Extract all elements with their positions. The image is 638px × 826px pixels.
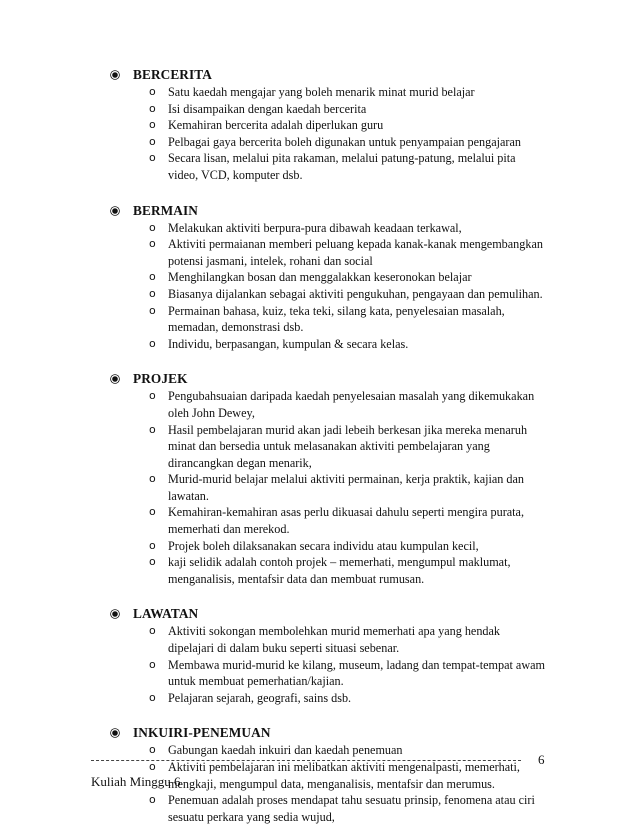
- list-item-text: Kemahiran-kemahiran asas perlu dikuasai dahulu seperti mengira purata, memerhati dan merekod.: [168, 505, 525, 537]
- list-item-text: Pelajaran sejarah, geografi, sains dsb.: [168, 690, 352, 705]
- list-item: [0, 269, 638, 286]
- section-heading: [0, 202, 638, 220]
- list-item: [0, 303, 638, 336]
- list-item: [0, 538, 638, 555]
- section-heading: [0, 370, 638, 388]
- section-items: [0, 84, 638, 184]
- list-item-text: Kemahiran bercerita adalah diperlukan guru: [168, 118, 384, 133]
- circle-bullet-icon: o: [149, 472, 156, 486]
- list-item-text: Projek boleh dilaksanakan secara individu atau kumpulan kecil,: [168, 538, 479, 553]
- list-item-text: Membawa murid-murid ke kilang, museum, ladang dan tempat-tempat awam untuk membuat pemerhatian/kajian.: [168, 657, 546, 689]
- section-title: BERCERITA: [133, 67, 212, 82]
- section: [0, 370, 638, 587]
- circle-bullet-icon: o: [149, 422, 156, 436]
- section-items: [0, 220, 638, 353]
- list-item: [0, 117, 638, 134]
- circle-bullet-icon: o: [149, 389, 156, 403]
- section-items: [0, 388, 638, 587]
- list-item: [0, 471, 638, 504]
- list-item: [0, 554, 638, 587]
- circle-bullet-icon: o: [149, 743, 156, 757]
- circle-bullet-icon: o: [149, 270, 156, 284]
- list-item: [0, 657, 638, 690]
- list-item: [0, 286, 638, 303]
- circle-bullet-icon: o: [149, 85, 156, 98]
- bullet-icon: [111, 375, 119, 383]
- list-item-text: kaji selidik adalah contoh projek – memerhati, mengumpul maklumat, menganalisis, mentafsir data dan membuat rumusan.: [168, 555, 511, 586]
- circle-bullet-icon: o: [149, 505, 156, 519]
- list-item: [0, 336, 638, 353]
- circle-bullet-icon: o: [149, 134, 156, 148]
- circle-bullet-icon: o: [149, 690, 156, 704]
- circle-bullet-icon: o: [149, 220, 156, 234]
- section-heading: [0, 66, 638, 84]
- list-item-text: Isi disampaikan dengan kaedah bercerita: [168, 101, 367, 116]
- circle-bullet-icon: o: [149, 118, 156, 132]
- circle-bullet-icon: o: [149, 555, 156, 569]
- list-item-text: Hasil pembelajaran murid akan jadi lebeih berkesan jika mereka menaruh minat dan bersedia untuk melasanakan aktiviti pembelajaran yang dirancangkan degan menarik,: [168, 422, 528, 470]
- list-item: [0, 623, 638, 656]
- circle-bullet-icon: o: [149, 657, 156, 671]
- list-item-text: Individu, berpasangan, kumpulan & secara kelas.: [168, 336, 409, 351]
- circle-bullet-icon: o: [149, 101, 156, 115]
- list-item-text: Satu kaedah mengajar yang boleh menarik minat murid belajar: [168, 85, 475, 99]
- list-item: [0, 150, 638, 183]
- section-title: BERMAIN: [133, 202, 198, 218]
- section-title: INKUIRI-PENEMUAN: [133, 725, 271, 741]
- list-item: [0, 101, 638, 118]
- list-item-text: Secara lisan, melalui pita rakaman, melalui patung-patung, melalui pita video, VCD, komputer dsb.: [168, 151, 516, 182]
- section: [0, 605, 638, 706]
- footer-divider: [91, 760, 521, 761]
- footer-label: Kuliah Minggu 6: [91, 774, 181, 789]
- circle-bullet-icon: o: [149, 336, 156, 350]
- list-item: [0, 134, 638, 151]
- list-item-text: Biasanya dijalankan sebagai aktiviti pengukuhan, pengayaan dan pemulihan.: [168, 286, 543, 301]
- list-item: [0, 388, 638, 421]
- list-item-text: Penemuan adalah proses mendapat tahu sesuatu prinsip, fenomena atau ciri sesuatu perkara yang sedia wujud,: [168, 793, 535, 824]
- list-item-text: Melakukan aktiviti berpura-pura dibawah keadaan terkawal,: [168, 220, 462, 235]
- bullet-icon: [111, 729, 119, 737]
- list-item-text: Aktiviti sokongan membolehkan murid memerhati apa yang hendak dipelajari di dalam buku seperti situasi sebenar.: [168, 624, 501, 656]
- circle-bullet-icon: o: [149, 286, 156, 300]
- section: [0, 66, 638, 184]
- list-item-text: Aktiviti permaianan memberi peluang kepada kanak-kanak mengembangkan potensi jasmani, intelek, rohani dan social: [168, 237, 543, 268]
- list-item-text: Murid-murid belajar melalui aktiviti permainan, kerja praktik, kajian dan lawatan.: [168, 472, 525, 503]
- page-number: 6: [538, 752, 545, 767]
- list-item: [0, 220, 638, 237]
- section-title: PROJEK: [133, 371, 188, 387]
- list-item: [0, 422, 638, 472]
- list-item: [0, 792, 638, 825]
- circle-bullet-icon: o: [149, 237, 156, 251]
- bullet-icon: [111, 207, 119, 215]
- list-item-text: Menghilangkan bosan dan menggalakkan keseronokan belajar: [168, 270, 472, 285]
- circle-bullet-icon: o: [149, 538, 156, 552]
- section-items: [0, 623, 638, 706]
- circle-bullet-icon: o: [149, 624, 156, 638]
- list-item: [0, 84, 638, 101]
- list-item-text: Permainan bahasa, kuiz, teka teki, silang kata, penyelesaian masalah, memadan, demonstrasi dsb.: [168, 303, 505, 335]
- list-item-text: Pelbagai gaya bercerita boleh digunakan untuk penyampaian pengajaran: [168, 134, 521, 149]
- circle-bullet-icon: o: [149, 793, 156, 807]
- list-item-text: Gabungan kaedah inkuiri dan kaedah penemuan: [168, 743, 403, 758]
- list-item: [0, 236, 638, 269]
- bullet-icon: [111, 71, 119, 79]
- bullet-icon: [111, 610, 119, 618]
- circle-bullet-icon: o: [149, 303, 156, 317]
- circle-bullet-icon: o: [149, 151, 156, 165]
- section-title: LAWATAN: [133, 606, 199, 622]
- circle-bullet-icon: o: [149, 760, 156, 773]
- list-item: [0, 504, 638, 537]
- section-heading: [0, 605, 638, 623]
- list-item-text: Pengubahsuaian daripada kaedah penyelesaian masalah yang dikemukakan oleh John Dewey,: [168, 389, 535, 420]
- document-body: [0, 66, 638, 825]
- list-item: [0, 690, 638, 707]
- section-heading: [0, 724, 638, 742]
- section: [0, 202, 638, 353]
- list-item-text: Aktiviti pembelajaran ini melibatkan aktiviti mengenalpasti, memerhati, mengkaji, mengumpul data, menganalisis, mentafsir dan merumus.: [168, 760, 520, 791]
